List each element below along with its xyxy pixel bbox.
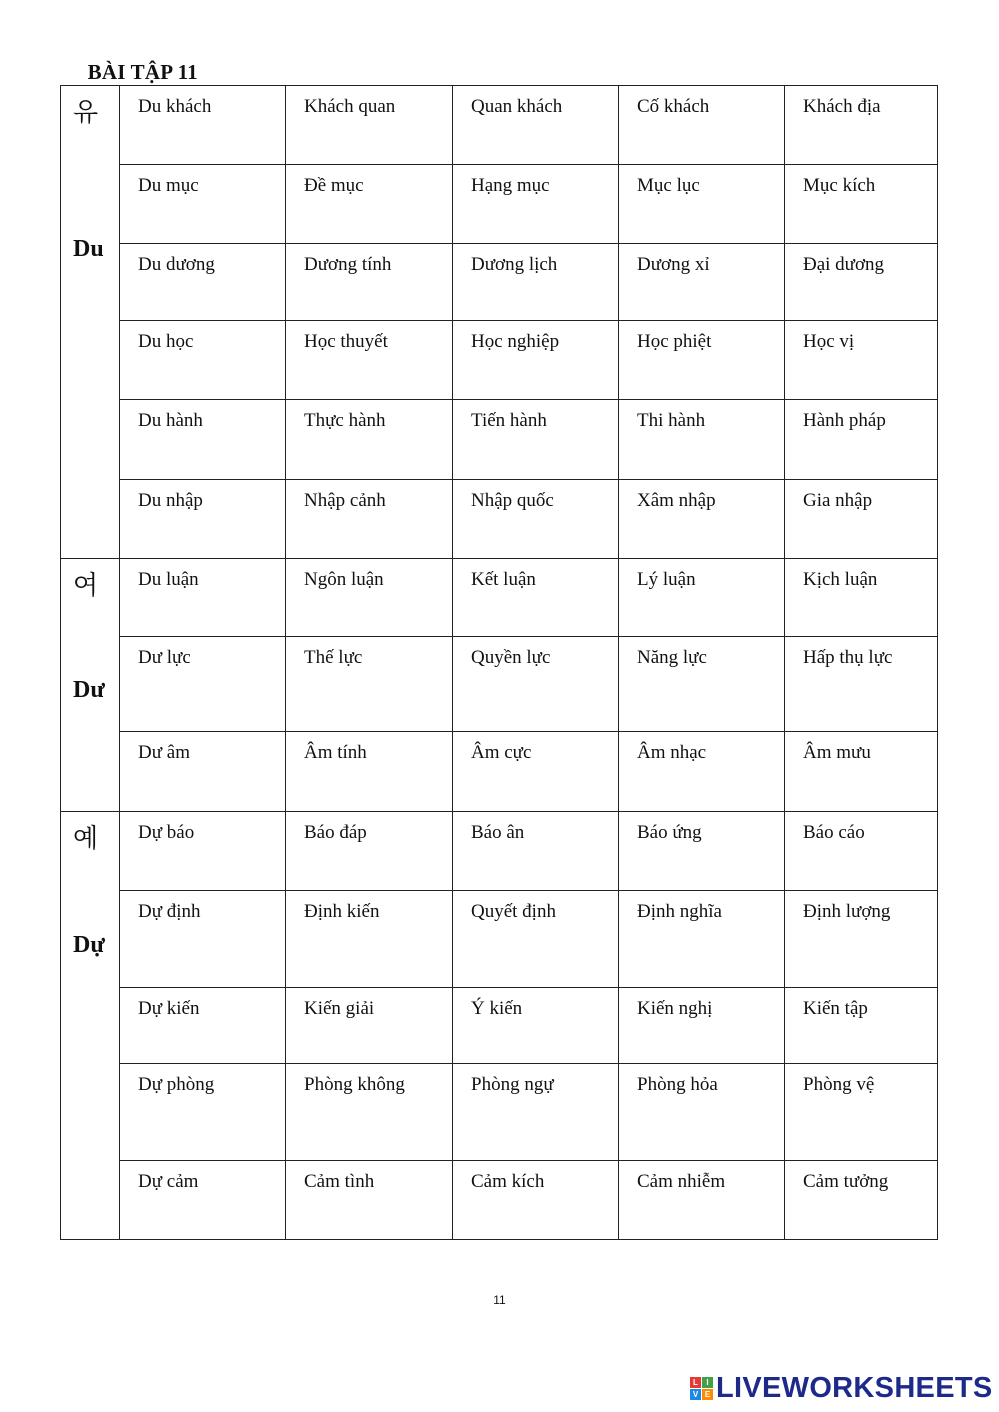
word-cell: Kiến nghị (619, 988, 785, 1064)
word-cell: Cảm tình (286, 1161, 453, 1240)
word-cell: Năng lực (619, 637, 785, 732)
logo-square: L (690, 1377, 701, 1388)
word-cell: Đề mục (286, 165, 453, 244)
table-row (61, 637, 938, 732)
table-row (61, 480, 938, 559)
group-header-cell (61, 812, 120, 1240)
word-cell: Du luận (120, 559, 286, 637)
word-cell: Báo ân (453, 812, 619, 891)
word-cell: Dư âm (120, 732, 286, 812)
word-cell: Dương lịch (453, 244, 619, 321)
word-cell: Du nhập (120, 480, 286, 559)
word-cell: Dư lực (120, 637, 286, 732)
logo-square: I (702, 1377, 713, 1388)
word-cell: Thực hành (286, 400, 453, 480)
word-cell: Hành pháp (785, 400, 938, 480)
word-cell: Thi hành (619, 400, 785, 480)
exercise-title-text: BÀI TẬP 11 (68, 60, 179, 84)
table-row (61, 732, 938, 812)
word-cell: Ngôn luận (286, 559, 453, 637)
brand-text: LIVEWORKSHEETS (716, 1372, 993, 1404)
logo-square: V (690, 1389, 701, 1400)
liveworksheets-brand (690, 1372, 993, 1405)
word-cell: Kịch luận (785, 559, 938, 637)
word-cell: Cảm kích (453, 1161, 619, 1240)
word-cell: Dương tính (286, 244, 453, 321)
word-cell: Đại dương (785, 244, 938, 321)
table-row (61, 321, 938, 400)
word-cell: Học nghiệp (453, 321, 619, 400)
word-cell: Kiến tập (785, 988, 938, 1064)
word-cell: Khách quan (286, 86, 453, 165)
logo-square: E (702, 1389, 713, 1400)
word-cell: Du hành (120, 400, 286, 480)
table-row (61, 86, 938, 165)
table-row (61, 400, 938, 480)
word-cell: Báo ứng (619, 812, 785, 891)
word-cell: Âm tính (286, 732, 453, 812)
word-cell: Khách địa (785, 86, 938, 165)
word-cell: Phòng hỏa (619, 1064, 785, 1161)
word-cell: Mục lục (619, 165, 785, 244)
word-cell: Gia nhập (785, 480, 938, 559)
word-cell: Thế lực (286, 637, 453, 732)
word-cell: Du mục (120, 165, 286, 244)
group-header-cell (61, 559, 120, 812)
hangul-syllable: 여 (73, 571, 99, 601)
table-row (61, 812, 938, 891)
word-cell: Phòng không (286, 1064, 453, 1161)
word-cell: Học vị (785, 321, 938, 400)
word-cell: Cảm tưởng (785, 1161, 938, 1240)
hangul-syllable: 예 (73, 824, 99, 854)
table-row (61, 244, 938, 321)
table-row (61, 891, 938, 988)
word-cell: Lý luận (619, 559, 785, 637)
word-cell: Phòng vệ (785, 1064, 938, 1161)
bullet-icon (64, 63, 78, 83)
word-cell: Dự định (120, 891, 286, 988)
group-header-cell (61, 86, 120, 559)
word-cell: Cố khách (619, 86, 785, 165)
table-row (61, 1064, 938, 1161)
exercise-title (64, 60, 198, 85)
word-cell: Du khách (120, 86, 286, 165)
word-cell: Quyền lực (453, 637, 619, 732)
word-cell: Tiến hành (453, 400, 619, 480)
word-cell: Định nghĩa (619, 891, 785, 988)
word-cell: Âm cực (453, 732, 619, 812)
word-cell: Âm nhạc (619, 732, 785, 812)
table-row (61, 559, 938, 637)
word-cell: Dự báo (120, 812, 286, 891)
liveworksheets-logo-icon (690, 1377, 713, 1400)
word-cell: Nhập quốc (453, 480, 619, 559)
vocabulary-table (60, 85, 938, 1240)
word-cell: Định kiến (286, 891, 453, 988)
word-cell: Hạng mục (453, 165, 619, 244)
word-cell: Báo đáp (286, 812, 453, 891)
word-cell: Hấp thụ lực (785, 637, 938, 732)
word-cell: Ý kiến (453, 988, 619, 1064)
page-number: 11 (493, 1293, 506, 1307)
word-cell: Du học (120, 321, 286, 400)
word-cell: Nhập cảnh (286, 480, 453, 559)
word-cell: Kết luận (453, 559, 619, 637)
word-cell: Quyết định (453, 891, 619, 988)
word-cell: Cảm nhiễm (619, 1161, 785, 1240)
word-cell: Âm mưu (785, 732, 938, 812)
word-cell: Du dương (120, 244, 286, 321)
word-cell: Dự phòng (120, 1064, 286, 1161)
word-cell: Quan khách (453, 86, 619, 165)
word-cell: Dự kiến (120, 988, 286, 1064)
word-cell: Báo cáo (785, 812, 938, 891)
word-cell: Phòng ngự (453, 1064, 619, 1161)
word-cell: Dự cảm (120, 1161, 286, 1240)
word-cell: Xâm nhập (619, 480, 785, 559)
word-cell: Định lượng (785, 891, 938, 988)
word-cell: Kiến giải (286, 988, 453, 1064)
group-label: Dư (73, 677, 105, 703)
word-cell: Dương xỉ (619, 244, 785, 321)
group-label: Du (73, 236, 104, 262)
word-cell: Mục kích (785, 165, 938, 244)
table-row (61, 165, 938, 244)
table-row (61, 1161, 938, 1240)
word-cell: Học phiệt (619, 321, 785, 400)
word-cell: Học thuyết (286, 321, 453, 400)
hangul-syllable: 유 (73, 98, 99, 128)
table-row (61, 988, 938, 1064)
group-label: Dự (73, 932, 105, 958)
